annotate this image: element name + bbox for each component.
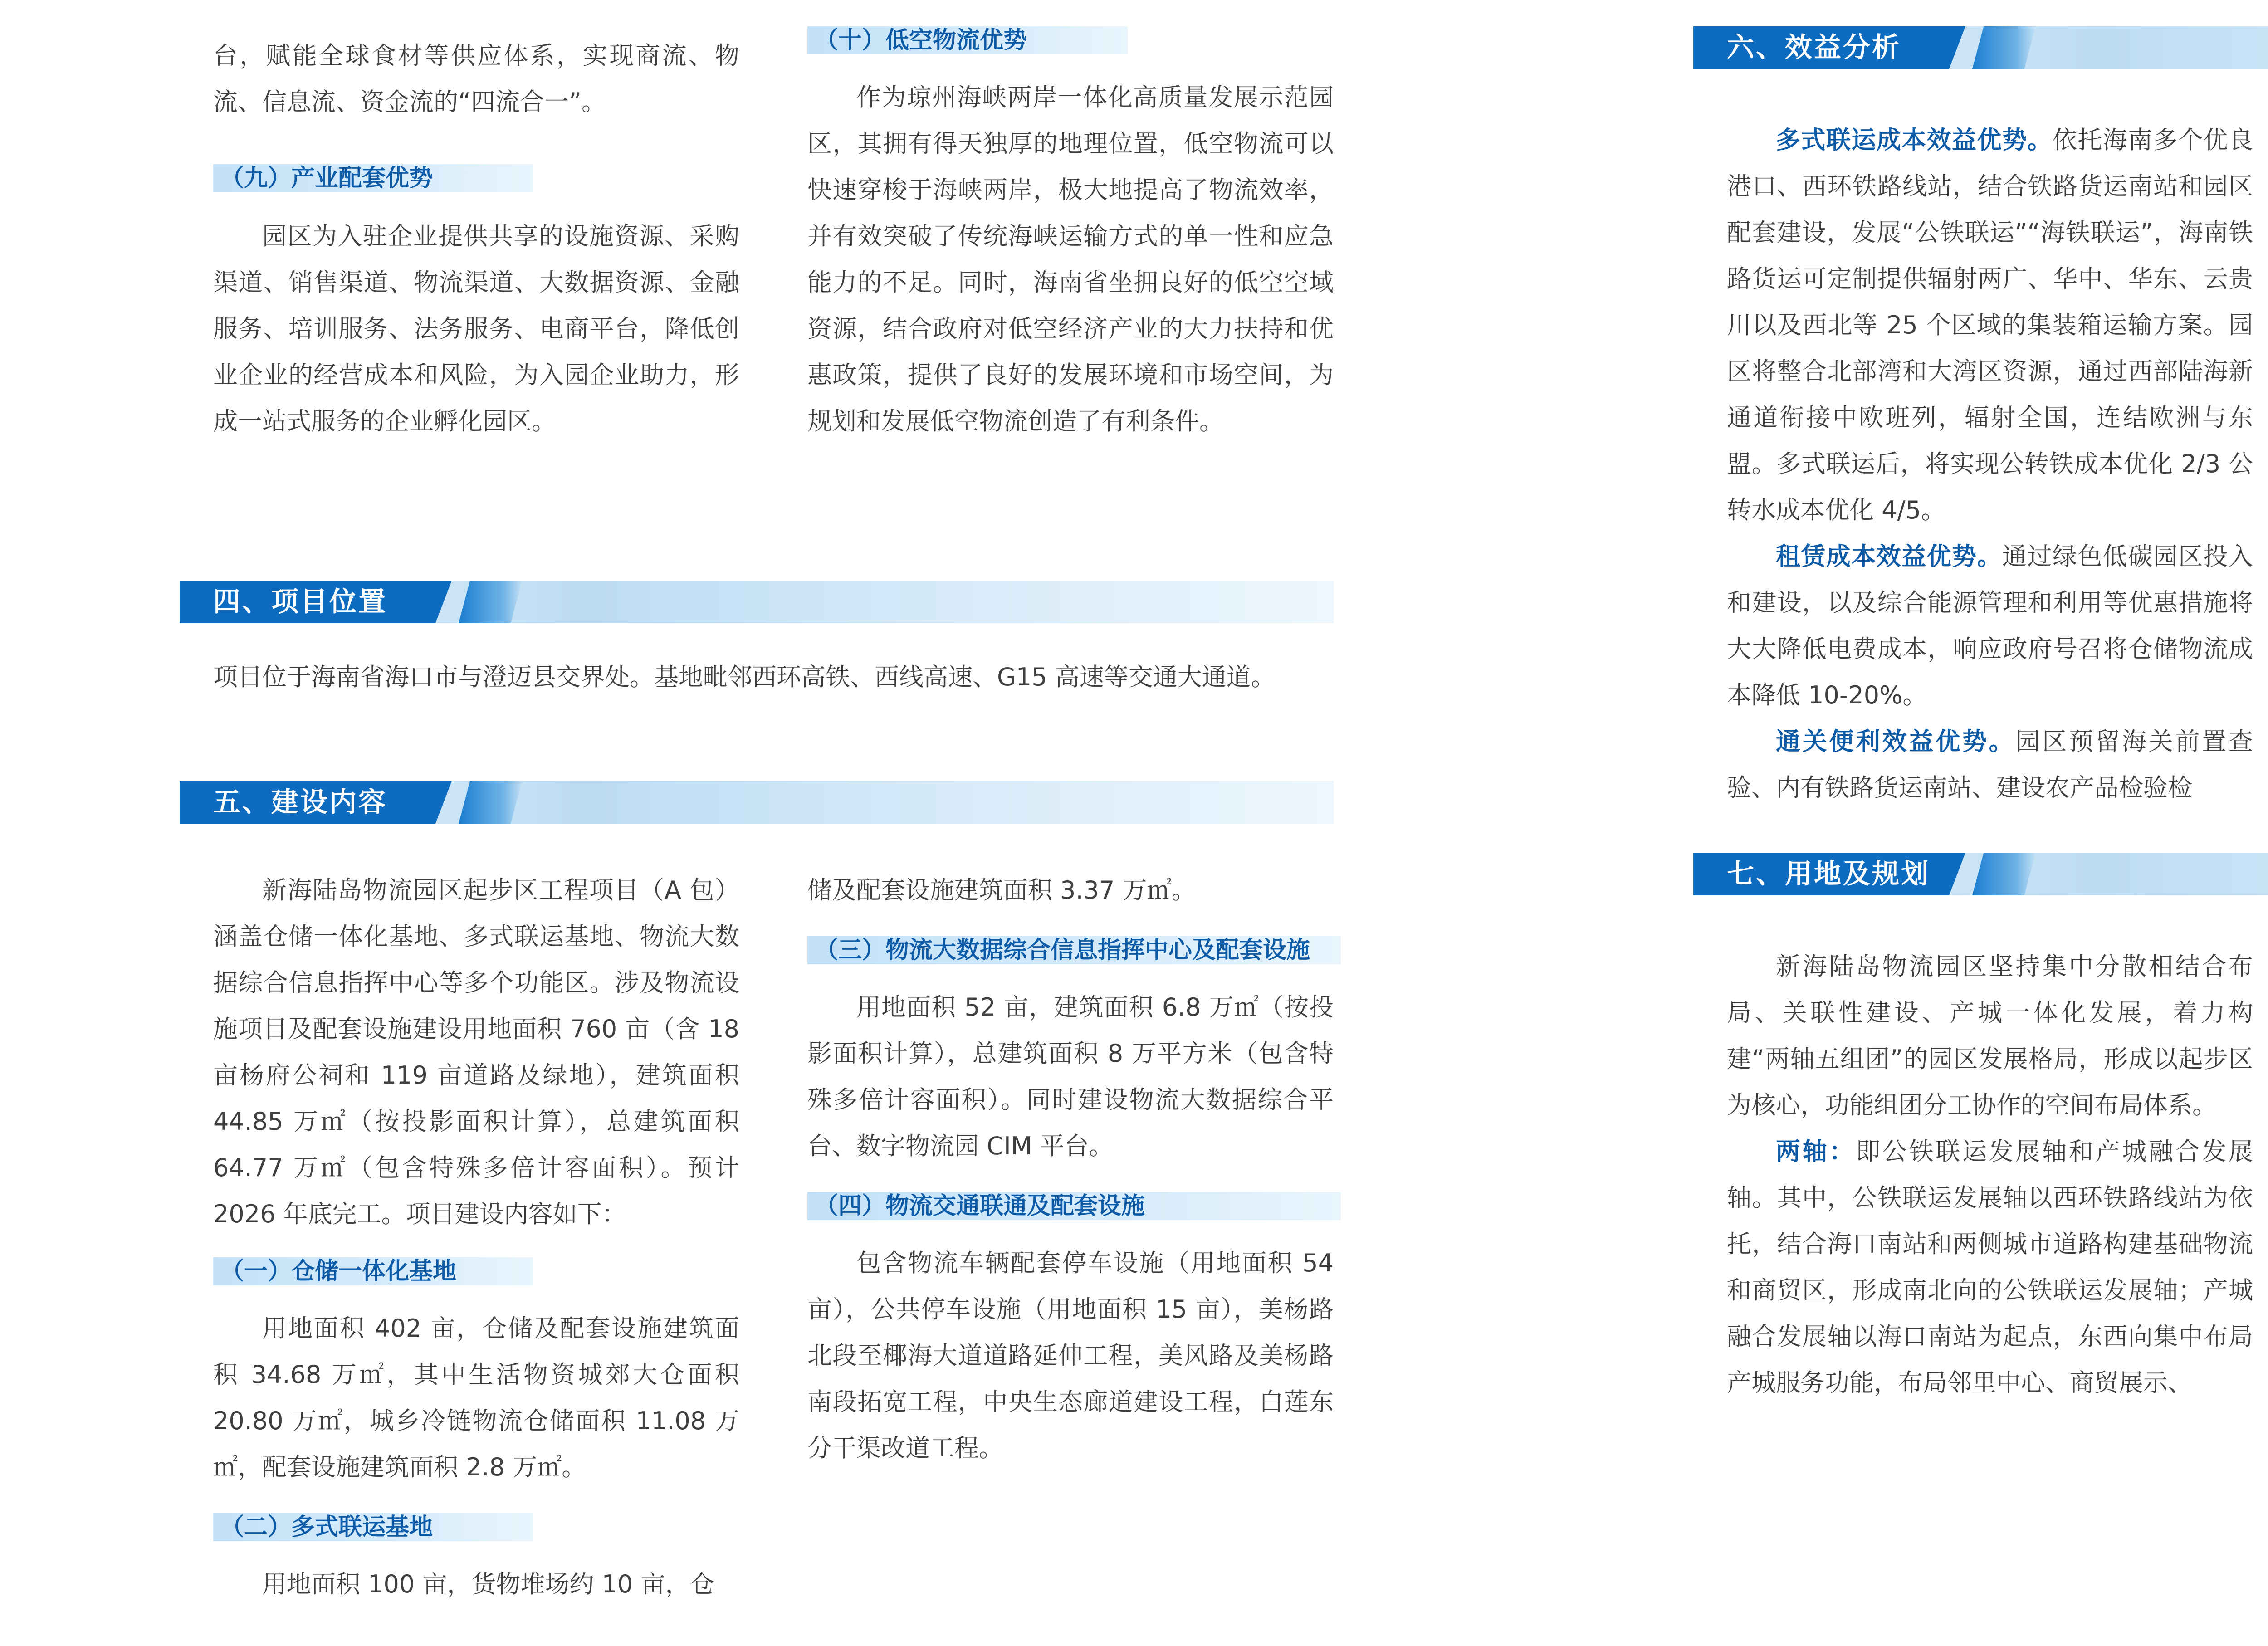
section-5-header	[180, 781, 1334, 824]
subheading-4: （四）物流交通联通及配套设施	[807, 1192, 1341, 1220]
section-4-header	[180, 581, 1334, 623]
section-5-title: 五、建设内容	[213, 786, 387, 818]
section-7-paragraph-1: 新海陆岛物流园区坚持集中分散相结合布局、关联性建设、产城一体化发展，着力构建“两轴五组团”的园区发展格局，形成以起步区为核心，功能组团分工协作的空间布局体系。	[1727, 952, 2253, 1119]
benefit-rental-lead: 租赁成本效益优势。	[1776, 542, 2002, 571]
benefit-multimodal: 多式联运成本效益优势。依托海南多个优良港口、西环铁路线站，结合铁路货运南站和园区配套建设，发展“公铁联运”“海铁联运”，海南铁路货运可定制提供辐射两广、华中、华东、云贵川以及西北等 25 个区域的集装箱运输方案。园区将整合北部湾和大湾区资源，通过西部陆海新通道衔接中欧班列，辐射全国，连结欧洲与东盟。多式联运后，将实现公转铁成本优化 2/3 公转水成本优化 4/5。	[1727, 126, 2253, 524]
section-5-intro: 新海陆岛物流园区起步区工程项目（A 包）涵盖仓储一体化基地、多式联运基地、物流大数据综合信息指挥中心等多个功能区。涉及物流设施项目及配套设施建设用地面积 760 亩（含 18 亩杨府公祠和 119 亩道路及绿地），建筑面积 44.85 万㎡（按投影面积计算），总建筑面积 64.77 万㎡（包含特殊多倍计容面积）。预计 2026 年底完工。项目建设内容如下：	[213, 876, 739, 1228]
paragraph-2: 用地面积 100 亩，货物堆场约 10 亩，仓	[262, 1570, 714, 1598]
subheading-1: （一）仓储一体化基地	[213, 1257, 533, 1285]
paragraph-1: 用地面积 402 亩，仓储及配套设施建筑面积 34.68 万㎡，其中生活物资城郊大仓面积 20.80 万㎡，城乡冷链物流仓储面积 11.08 万㎡，配套设施建筑面积 2.8 万㎡。	[213, 1314, 739, 1481]
left-col2-top	[807, 26, 1334, 444]
section-6-header	[1693, 26, 2268, 69]
subheading-2: （二）多式联运基地	[213, 1513, 533, 1541]
paragraph-9: 园区为入驻企业提供共享的设施资源、采购渠道、销售渠道、物流渠道、大数据资源、金融服务、培训服务、法务服务、电商平台，降低创业企业的经营成本和风险，为入园企业助力，形成一站式服务的企业孵化园区。	[213, 222, 739, 435]
section-7-col1	[1727, 943, 2253, 1406]
section-4-title: 四、项目位置	[213, 586, 387, 618]
benefit-customs-lead: 通关便利效益优势。	[1776, 727, 2016, 756]
section-6-title: 六、效益分析	[1727, 32, 1901, 63]
subheading-9: （九）产业配套优势	[213, 164, 533, 192]
subheading-3: （三）物流大数据综合信息指挥中心及配套设施	[807, 936, 1341, 964]
section-6-col1	[1727, 117, 2253, 811]
section-7-header	[1693, 853, 2268, 895]
left-col1-top	[213, 33, 739, 444]
paragraph-2-continuation: 储及配套设施建筑面积 3.37 万㎡。	[807, 876, 1196, 904]
paragraph-10: 作为琼州海峡两岸一体化高质量发展示范园区，其拥有得天独厚的地理位置，低空物流可以快速穿梭于海峡两岸，极大地提高了物流效率，并有效突破了传统海峡运输方式的单一性和应急能力的不足。同时，海南省坐拥良好的低空空域资源，结合政府对低空经济产业的大力扶持和优惠政策，提供了良好的发展环境和市场空间，为规划和发展低空物流创造了有利条件。	[807, 83, 1334, 435]
paragraph-continuation: 台，赋能全球食材等供应体系，实现商流、物流、信息流、资金流的“四流合一”。	[213, 41, 739, 116]
section-7-title: 七、用地及规划	[1727, 858, 1930, 890]
section-4-text: 项目位于海南省海口市与澄迈县交界处。基地毗邻西环高铁、西线高速、G15 高速等交通大通道。	[213, 663, 1276, 691]
section-5-col2	[807, 867, 1334, 1471]
benefit-multimodal-lead: 多式联运成本效益优势。	[1776, 126, 2053, 154]
benefit-rental: 租赁成本效益优势。通过绿色低碳园区投入和建设，以及综合能源管理和利用等优惠措施将大大降低电费成本，响应政府号召将仓储物流成本降低 10-20%。	[1727, 542, 2253, 709]
two-axes-lead: 两轴：	[1776, 1137, 1856, 1166]
section-4-body	[213, 654, 1334, 700]
benefit-customs: 通关便利效益优势。园区预留海关前置查验、内有铁路货运南站、建设农产品检验检	[1727, 727, 2253, 802]
right-page	[1500, 0, 2268, 1646]
section-5-col1	[213, 867, 739, 1607]
section-7-two-axes: 两轴：即公铁联运发展轴和产城融合发展轴。其中，公铁联运发展轴以西环铁路线站为依托，结合海口南站和两侧城市道路构建基础物流和商贸区，形成南北向的公铁联运发展轴；产城融合发展轴以海口南站为起点，东西向集中布局产城服务功能，布局邻里中心、商贸展示、	[1727, 1137, 2253, 1397]
paragraph-4: 包含物流车辆配套停车设施（用地面积 54 亩），公共停车设施（用地面积 15 亩），美杨路北段至椰海大道道路延伸工程，美风路及美杨路南段拓宽工程，中央生态廊道建设工程，白莲东分干渠改道工程。	[807, 1249, 1334, 1462]
paragraph-3: 用地面积 52 亩，建筑面积 6.8 万㎡（按投影面积计算），总建筑面积 8 万平方米（包含特殊多倍计容面积）。同时建设物流大数据综合平台、数字物流园 CIM 平台。	[807, 993, 1334, 1160]
subheading-10: （十）低空物流优势	[807, 26, 1128, 54]
